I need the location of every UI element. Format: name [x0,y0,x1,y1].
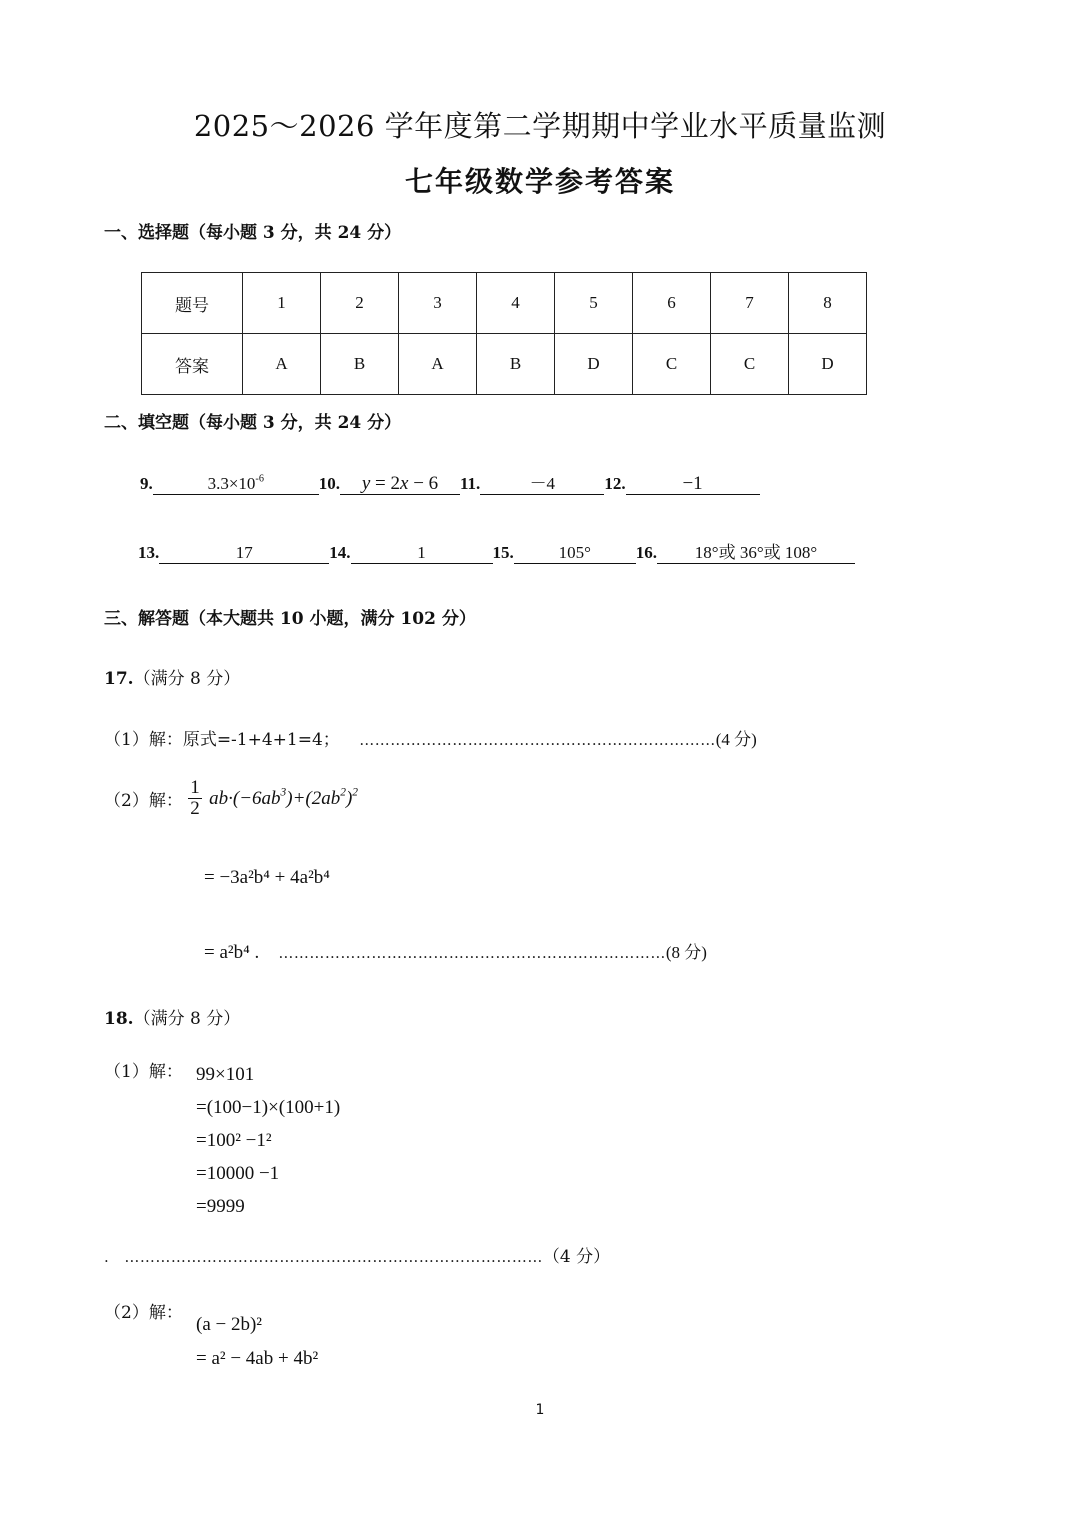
q18-part1-step: =10000 −1 [196,1163,280,1184]
q18-score: （满分 8 分） [133,1009,241,1029]
q18-part1-label: （1）解： [104,1062,183,1082]
table-cell-answer: B [321,334,399,395]
q17-part2-score: (8 分) [665,943,707,962]
section1-heading: 一、选择题（每小题 3 分，共 24 分） [104,223,402,243]
q18-header [104,1004,240,1029]
table-cell-number: 1 [243,273,321,334]
q18-part1-score: （4 分） [542,1247,611,1267]
q17-part1-dots: …………………………………………………………… [359,731,716,749]
q15-answer: 105° [514,543,636,564]
q11-answer: －4 [480,474,604,495]
q17-label: 17. [104,669,134,689]
q15-label: 15. [492,543,514,562]
table-cell-number: 5 [555,273,633,334]
q17-part2-step2: = −3a²b⁴ + 4a²b⁴ [204,867,330,888]
table-cell-number: 7 [711,273,789,334]
q18-part1-score-line: . ………………………………………………………………………（4 分） [104,1247,611,1267]
q16-answer: 18°或 36°或 108° [657,543,855,564]
answer-table [141,272,867,395]
q18-part2-label: （2）解： [104,1303,183,1323]
page-number: 1 [535,1402,545,1418]
q14-answer: 1 [351,543,493,564]
q16-label: 16. [635,543,657,562]
q13-answer: 17 [159,543,329,564]
q18-part1-step: =100² −1² [196,1130,272,1151]
table-cell-number: 2 [321,273,399,334]
q17-part2-step3: = a²b⁴ . …………………………………………………………………(8 分) [204,942,707,963]
table-cell-answer: D [555,334,633,395]
q18-part1-steps [196,1058,340,1223]
q17-part2-dots: ………………………………………………………………… [278,944,666,962]
q18-part1-step: =(100−1)×(100+1) [196,1097,341,1118]
q9-label: 9. [140,474,153,493]
q18-part1-dots: ……………………………………………………………………… [124,1248,543,1266]
q12-answer: −1 [626,474,760,495]
q17-part2 [104,778,358,819]
document-subtitle: 七年级数学参考答案 [404,165,675,198]
q17-part1 [104,725,757,750]
q17-part1-solution: （1）解：原式=-1+4+1=4； [104,730,340,750]
q13-label: 13. [138,543,160,562]
table-cell-answer: B [477,334,555,395]
q10-answer: y = 2x − 6 [340,474,460,495]
q9-answer: $3.3\times 10^{-6}$ [153,474,319,495]
q11-label: 11. [460,474,481,493]
q18-part1-step: 99×101 [196,1064,255,1085]
q18-part2-step: (a − 2b)² [196,1314,262,1335]
fill-row-1 [140,474,760,495]
section2-heading: 二、填空题（每小题 3 分，共 24 分） [104,413,402,433]
q17-part2-expr: $ab\cdot(-6ab^3)+(2ab^2)^2$ [209,785,358,809]
q17-part2-label: （2）解： [104,791,183,811]
fill-row-2 [138,543,855,564]
document-title: 2025～2026 学年度第二学期期中学业水平质量监测 [193,109,887,143]
table-cell-number: 6 [633,273,711,334]
table-cell-answer: D [789,334,867,395]
q18-label: 18. [104,1009,134,1029]
table-cell-answer: A [399,334,477,395]
q18-part2-steps [196,1308,318,1376]
q17-score: （满分 8 分） [133,669,241,689]
table-cell-answer: C [711,334,789,395]
table-cell-number: 8 [789,273,867,334]
table-cell-number: 3 [399,273,477,334]
table-cell-answer: C [633,334,711,395]
q17-part1-score: (4 分) [715,730,757,749]
table-cell-number: 4 [477,273,555,334]
table-cell-label: 答案 [142,334,243,395]
q14-label: 14. [329,543,351,562]
q18-part2-step: = a² − 4ab + 4b² [196,1348,319,1369]
q17-part2-fraction: $\frac{1}{2}$ [190,777,200,819]
q10-label: 10. [318,474,340,493]
q12-label: 12. [604,474,626,493]
section3-heading: 三、解答题（本大题共 10 小题，满分 102 分） [104,609,476,629]
q17-header [104,664,240,689]
q18-part1-step: =9999 [196,1196,245,1217]
table-cell-label: 题号 [142,273,243,334]
table-row-answers [142,334,867,395]
table-cell-answer: A [243,334,321,395]
table-row-numbers [142,273,867,334]
